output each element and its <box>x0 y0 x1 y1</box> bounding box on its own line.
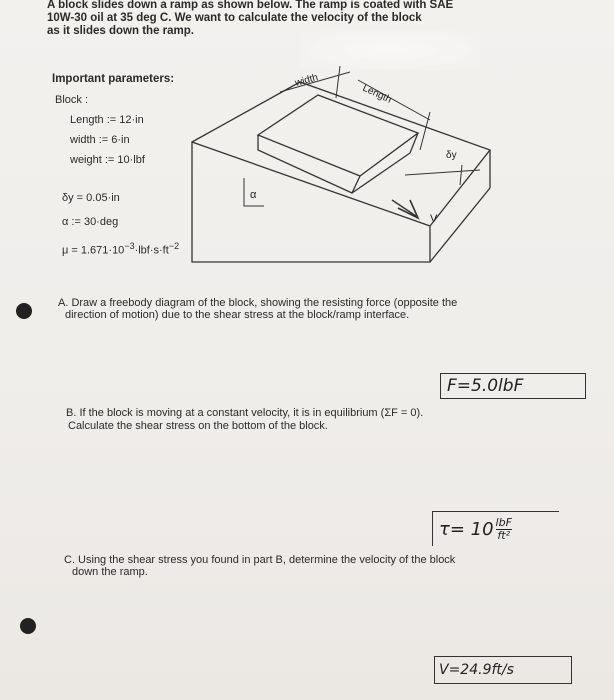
intro-line-2: 10W-30 oil at 35 deg C. We want to calculate the velocity of the block <box>47 12 422 24</box>
question-a-line-2: direction of motion) due to the shear stress at the block/ramp interface. <box>65 309 410 321</box>
param-dy: δy = 0.05·in <box>62 192 120 204</box>
length-label: Length <box>360 82 394 106</box>
answer-b-units-num: lbF <box>495 515 512 529</box>
answer-b-box <box>432 511 559 546</box>
block-side <box>258 135 360 193</box>
ramp-base-edge <box>430 188 490 262</box>
alpha-label: α <box>250 189 257 201</box>
mu-units-exp: −2 <box>168 241 180 251</box>
width-label: width <box>293 72 320 89</box>
mu-exp: −3 <box>124 241 135 251</box>
intro-line-1: A block slides down a ramp as shown below. The ramp is coated with SAE <box>47 0 454 11</box>
answer-a-box: F=5.0lbF <box>440 373 586 399</box>
block-label: Block : <box>55 94 89 106</box>
question-a-line-1: A. Draw a freebody diagram of the block, showing the resisting force (opposite the <box>58 297 458 309</box>
question-c-line-1: C. Using the shear stress you found in part B, determine the velocity of the block <box>64 554 456 566</box>
answer-b-value: τ= 10 <box>439 518 494 540</box>
bullet-c-icon <box>20 618 36 634</box>
question-b-line-2: Calculate the shear stress on the bottom of the block. <box>68 420 328 432</box>
params-title: Important parameters: <box>52 73 175 85</box>
block-front <box>352 133 418 193</box>
question-b-line-1: B. If the block is moving at a constant velocity, it is in equilibrium (ΣF = 0). <box>66 407 424 419</box>
mu-base: μ = 1.671·10 <box>62 244 125 257</box>
param-alpha: α := 30·deg <box>62 216 119 228</box>
dy-marker-tick <box>460 165 462 185</box>
mu-units: ·lbf·s·ft <box>134 244 169 257</box>
param-width: width := 6·in <box>70 134 130 146</box>
param-length: Length := 12·in <box>70 114 144 126</box>
answer-b-units-den: ft² <box>497 528 511 542</box>
velocity-label: V <box>430 213 438 225</box>
answer-c-box: V=24.9ft/s <box>434 656 572 684</box>
question-c-line-2: down the ramp. <box>72 566 148 578</box>
intro-line-3: as it slides down the ramp. <box>47 25 194 37</box>
width-dim-tick <box>336 66 340 98</box>
answer-b-units <box>496 517 512 542</box>
dy-label: δy <box>446 150 457 161</box>
param-weight: weight := 10·lbf <box>70 154 145 166</box>
bullet-a-icon <box>16 303 32 319</box>
dy-marker-line <box>405 170 480 175</box>
